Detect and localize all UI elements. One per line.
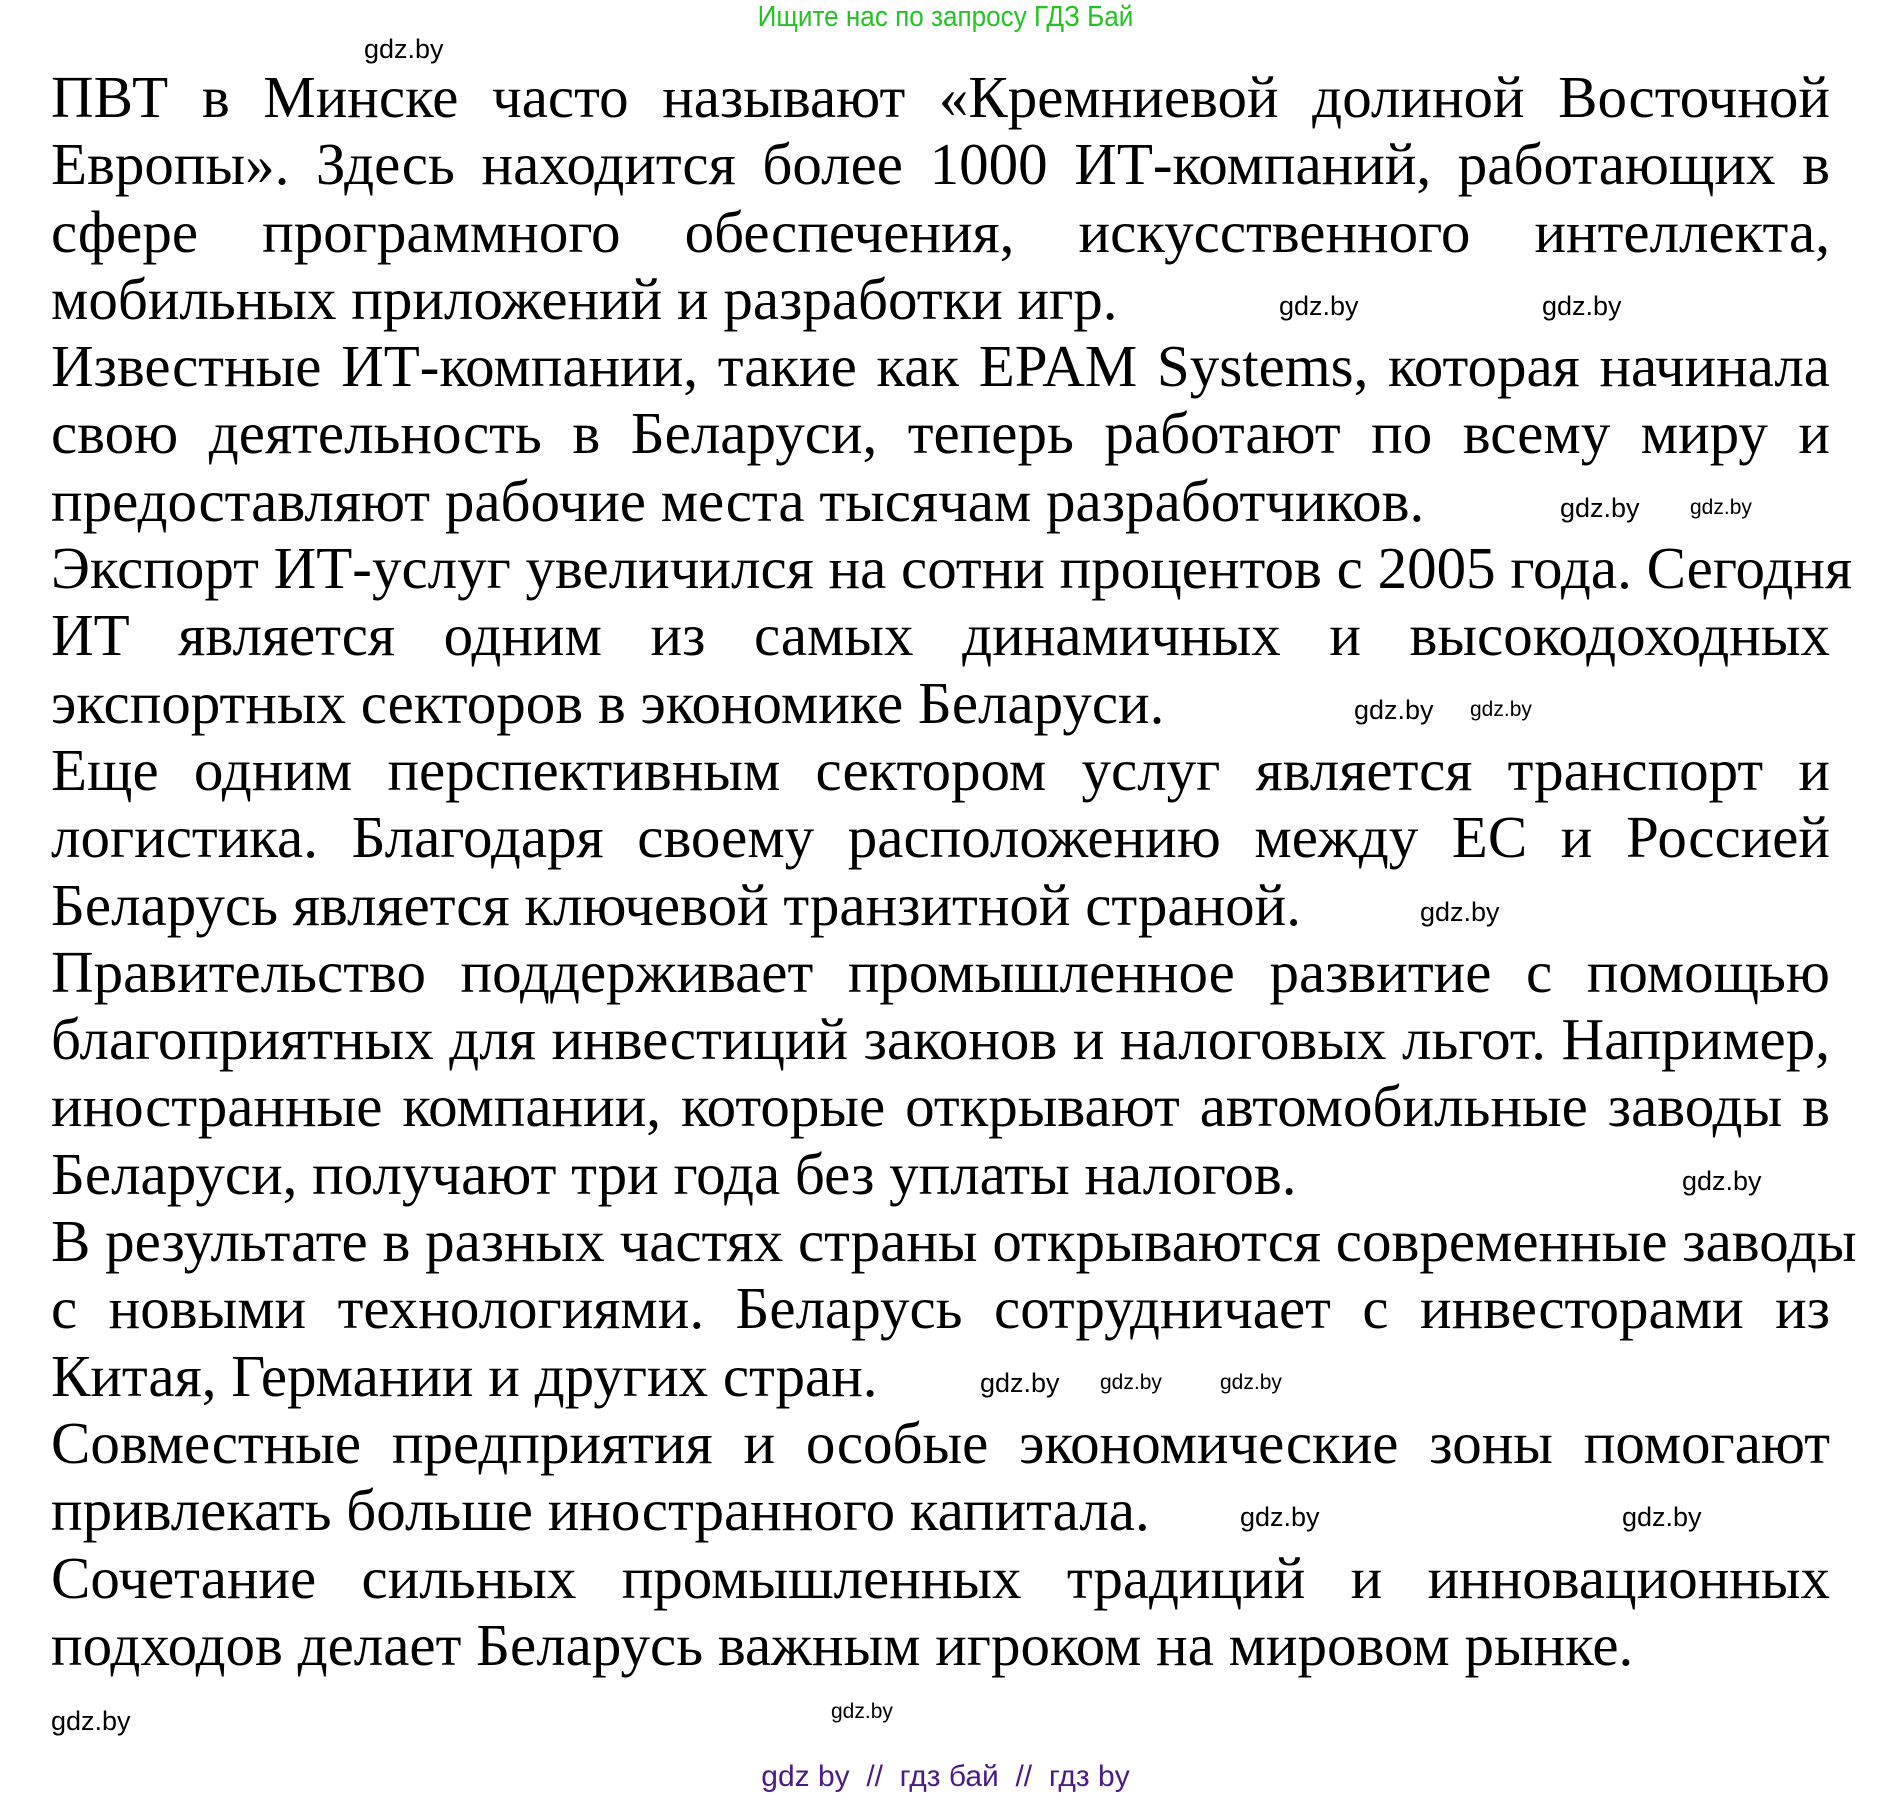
paragraph (51, 939, 1830, 1208)
text-line: Беларуси, получают три года без уплаты налогов. (51, 1140, 1297, 1207)
search-hint-banner: Ищите нас по запросу ГДЗ Бай (757, 1, 1134, 33)
text-line: ИТ является одним из самых динамичных и высокодоходных (51, 602, 1830, 669)
text-line: свою деятельность в Беларуси, теперь работают по всему миру и (51, 400, 1830, 467)
watermark: gdz.by (1420, 897, 1500, 927)
text-line: Известные ИТ-компании, такие как EPAM Systems, которая начинала (51, 333, 1830, 400)
watermark: gdz.by (1560, 493, 1640, 523)
watermark: gdz.by (831, 1700, 893, 1723)
watermark: gdz.by (1100, 1371, 1162, 1394)
watermark: gdz.by (1682, 1166, 1762, 1196)
watermark: gdz.by (980, 1368, 1060, 1398)
paragraph (51, 1410, 1830, 1545)
paragraph (51, 535, 1853, 737)
watermark: gdz.by (51, 1706, 131, 1736)
text-line: сфере программного обеспечения, искусственного интеллекта, (51, 198, 1830, 265)
text-line: Еще одним перспективным сектором услуг является транспорт и (51, 736, 1830, 803)
text-line: иностранные компании, которые открывают автомобильные заводы в (51, 1073, 1830, 1140)
watermark: gdz.by (1690, 496, 1752, 519)
paragraph (51, 1208, 1857, 1410)
text-line: Европы». Здесь находится более 1000 ИТ-компаний, работающих в (51, 131, 1830, 198)
text-line: экспортных секторов в экономике Беларуси. (51, 669, 1165, 736)
watermark: gdz.by (1542, 291, 1622, 321)
text-line: мобильных приложений и разработки игр. (51, 265, 1118, 332)
paragraph (51, 737, 1830, 939)
watermark: gdz.by (1240, 1502, 1320, 1532)
text-line: Совместные предприятия и особые экономические зоны помогают (51, 1409, 1830, 1476)
text-line: Китая, Германии и других стран. (51, 1342, 878, 1409)
text-line: В результате в разных частях страны открываются современные заводы (51, 1208, 1857, 1275)
watermark: gdz.by (1354, 695, 1434, 725)
text-line: привлекать больше иностранного капитала. (51, 1477, 1150, 1544)
watermark: gdz.by (364, 34, 444, 64)
watermark: gdz.by (1279, 291, 1359, 321)
watermark: gdz.by (1470, 698, 1532, 721)
text-line: Экспорт ИТ-услуг увеличился на сотни процентов с 2005 года. Сегодня (51, 535, 1853, 602)
text-line: подходов делает Беларусь важным игроком на мировом рынке. (51, 1611, 1634, 1678)
text-line: логистика. Благодаря своему расположению между ЕС и Россией (51, 804, 1830, 871)
text-line: ПВТ в Минске часто называют «Кремниевой долиной Восточной (51, 64, 1830, 130)
text-line: предоставляют рабочие места тысячам разработчиков. (51, 467, 1425, 534)
text-line: Правительство поддерживает промышленное развитие с помощью (51, 938, 1830, 1005)
text-line: с новыми технологиями. Беларусь сотрудничает с инвесторами из (51, 1275, 1830, 1342)
text-line: Сочетание сильных промышленных традиций и инновационных (51, 1544, 1830, 1611)
paragraph (51, 1545, 1830, 1680)
text-line: Беларусь является ключевой транзитной страной. (51, 871, 1302, 938)
watermark: gdz.by (1220, 1371, 1282, 1394)
watermark: gdz.by (1622, 1502, 1702, 1532)
footer-links: gdz by // гдз бай // гдз by (761, 1760, 1130, 1793)
text-line: благоприятных для инвестиций законов и налоговых льгот. Например, (51, 1006, 1830, 1073)
